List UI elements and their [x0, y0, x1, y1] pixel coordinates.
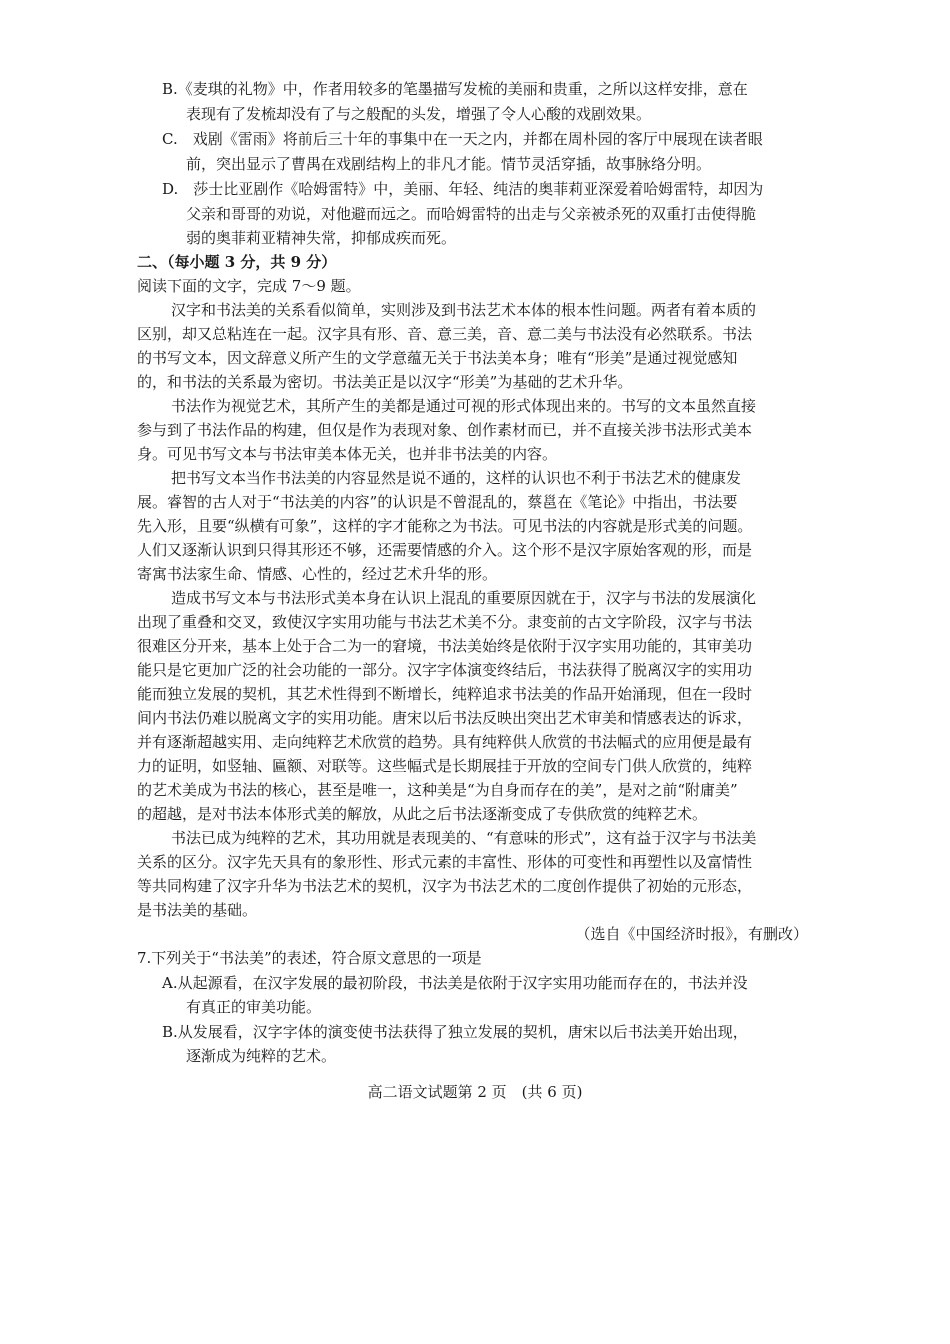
q7-option-b-line-1: B.从发展看，汉字字体的演变使书法获得了独立发展的契机，唐宋以后书法美开始出现，	[162, 1023, 748, 1041]
passage-line: 身。可见书写文本与书法审美本体无关，也并非书法美的内容。	[137, 445, 558, 463]
option-d-line-3: 弱的奥菲莉亚精神失常，抑郁成疾而死。	[186, 229, 457, 247]
passage-line: 的艺术美成为书法的核心，甚至是唯一，这种美是“为自身而存在的美”，是对之前“附庸美”	[137, 781, 738, 799]
passage-line: 汉字和书法美的关系看似简单，实则涉及到书法艺术本体的根本性问题。两者有着本质的	[171, 301, 757, 319]
option-b-line-2: 表现有了发梳却没有了与之般配的头发，增强了令人心酸的戏剧效果。	[186, 105, 652, 123]
section-heading: 二、（每小题 3 分，共 9 分）	[137, 253, 337, 271]
passage-line: 人们又逐渐认识到只得其形还不够，还需要情感的介入。这个形不是汉字原始客观的形，而是	[137, 541, 753, 559]
passage-line: 书法作为视觉艺术，其所产生的美都是通过可视的形式体现出来的。书写的文本虽然直接	[171, 397, 757, 415]
passage-line: 关系的区分。汉字先天具有的象形性、形式元素的丰富性、形体的可变性和再塑性以及富情性	[137, 853, 753, 871]
q7-option-b-line-2: 逐渐成为纯粹的艺术。	[186, 1047, 337, 1065]
passage-line: 出现了重叠和交叉，致使汉字实用功能与书法艺术美不分。隶变前的古文字阶段，汉字与书法	[137, 613, 753, 631]
option-b-line-1: B.《麦琪的礼物》中，作者用较多的笔墨描写发梳的美丽和贵重，之所以这样安排，意在	[162, 80, 748, 98]
passage-line: 展。睿智的古人对于“书法美的内容”的认识是不曾混乱的，蔡邕在《笔论》中指出，书法要	[137, 493, 738, 511]
passage-line: 是书法美的基础。	[137, 901, 258, 919]
option-c-line-2: 前，突出显示了曹禺在戏剧结构上的非凡才能。情节灵活穿插，故事脉络分明。	[186, 155, 712, 173]
passage-line: 参与到了书法作品的构建，但仅是作为表现对象、创作素材而已，并不直接关涉书法形式美本	[137, 421, 753, 439]
q7-option-a-line-1: A.从起源看，在汉字发展的最初阶段，书法美是依附于汉字实用功能而存在的，书法并没	[162, 974, 748, 992]
passage-line: 很难区分开来，基本上处于合二为一的窘境，书法美始终是依附于汉字实用功能的，其审美功	[137, 637, 753, 655]
q7-option-a-line-2: 有真正的审美功能。	[186, 998, 322, 1016]
passage-line: 的书写文本，因文辞意义所产生的文学意蕴无关于书法美本身；唯有“形美”是通过视觉感知	[137, 349, 738, 367]
passage-line: 区别，却又总粘连在一起。汉字具有形、音、意三美，音、意二美与书法没有必然联系。书法	[137, 325, 753, 343]
passage-line: 的超越，是对书法本体形式美的解放，从此之后书法逐渐变成了专供欣赏的纯粹艺术。	[137, 805, 708, 823]
passage-line: 并有逐渐超越实用、走向纯粹艺术欣赏的趋势。具有纯粹供人欣赏的书法幅式的应用便是最有	[137, 733, 753, 751]
passage-line: 寄寓书法家生命、情感、心性的，经过艺术升华的形。	[137, 565, 498, 583]
option-d-line-2: 父亲和哥哥的劝说，对他避而远之。而哈姆雷特的出走与父亲被杀死的双重打击使得脆	[186, 205, 757, 223]
page-footer: 高二语文试题第 2 页 (共 6 页)	[367, 1083, 583, 1101]
passage-line: 书法已成为纯粹的艺术，其功用就是表现美的、“有意味的形式”，这有益于汉字与书法美	[171, 829, 757, 847]
passage-line: 把书写文本当作书法美的内容显然是说不通的，这样的认识也不利于书法艺术的健康发	[171, 469, 742, 487]
passage-line: 的，和书法的关系最为密切。书法美正是以汉字“形美”为基础的艺术升华。	[137, 373, 633, 391]
section-instruction: 阅读下面的文字，完成 7～9 题。	[137, 277, 361, 295]
passage-line: 先入形，且要“纵横有可象”，这样的字才能称之为书法。可见书法的内容就是形式美的问题。	[137, 517, 753, 535]
passage-line: 造成书写文本与书法形式美本身在认识上混乱的重要原因就在于，汉字与书法的发展演化	[171, 589, 757, 607]
option-c-line-1: C. 戏剧《雷雨》将前后三十年的事集中在一天之内，并都在周朴园的客厅中展现在读者眼	[162, 130, 763, 148]
question-7-stem: 7.下列关于“书法美”的表述，符合原文意思的一项是	[137, 949, 482, 967]
passage-line: 力的证明，如竖轴、匾额、对联等。这些幅式是长期展挂于开放的空间专门供人欣赏的，纯粹	[137, 757, 753, 775]
source-citation: （选自《中国经济时报》，有删改）	[575, 925, 808, 943]
option-d-line-1: D. 莎士比亚剧作《哈姆雷特》中，美丽、年轻、纯洁的奥菲莉亚深爱着哈姆雷特，却因为	[162, 180, 764, 198]
passage-line: 能而独立发展的契机，其艺术性得到不断增长，纯粹追求书法美的作品开始涌现，但在一段时	[137, 685, 753, 703]
passage-line: 能只是它更加广泛的社会功能的一部分。汉字字体演变终结后，书法获得了脱离汉字的实用功	[137, 661, 753, 679]
passage-line: 间内书法仍难以脱离文字的实用功能。唐宋以后书法反映出突出艺术审美和情感表达的诉求，	[137, 709, 753, 727]
passage-line: 等共同构建了汉字升华为书法艺术的契机，汉字为书法艺术的二度创作提供了初始的元形态，	[137, 877, 753, 895]
